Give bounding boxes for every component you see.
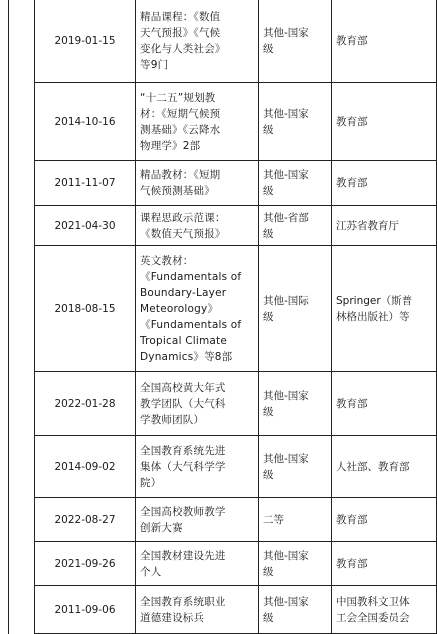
date-cell: 2014-09-02 — [35, 436, 136, 498]
description-cell: 课程思政示范课： 《数值天气预报》 — [136, 206, 259, 246]
level-cell: 其他-国家 级 — [259, 542, 332, 586]
description-cell: 全国教材建设先进 个人 — [136, 542, 259, 586]
blank-cell — [9, 83, 35, 161]
date-cell: 2021-09-26 — [35, 542, 136, 586]
description-cell: 全国教育系统先进 集体（大气科学学 院） — [136, 436, 259, 498]
table-row — [9, 206, 437, 246]
blank-cell — [9, 246, 35, 372]
description-cell: “十二五”规划教 材：《短期气候预 测基础》《云降水 物理学》2部 — [136, 83, 259, 161]
organization-cell: 教育部 — [332, 83, 437, 161]
blank-cell — [9, 0, 35, 83]
description-cell: 全国教育系统职业 道德建设标兵 — [136, 586, 259, 634]
date-cell: 2021-04-30 — [35, 206, 136, 246]
blank-cell — [9, 542, 35, 586]
organization-cell: 教育部 — [332, 0, 437, 83]
date-cell: 2014-10-16 — [35, 83, 136, 161]
level-cell: 其他-国家 级 — [259, 0, 332, 83]
table-row — [9, 372, 437, 436]
description-cell: 英文教材： 《Fundamentals of Boundary-Layer Meteorology》 《Fundamentals of Tropical Climate Dynamics》等8部 — [136, 246, 259, 372]
level-cell: 其他-国家 级 — [259, 436, 332, 498]
description-cell: 全国高校教师教学 创新大赛 — [136, 498, 259, 542]
date-cell: 2011-09-06 — [35, 586, 136, 634]
blank-cell — [9, 436, 35, 498]
organization-cell: 教育部 — [332, 542, 437, 586]
blank-cell — [9, 372, 35, 436]
organization-cell: 教育部 — [332, 372, 437, 436]
table-row — [9, 161, 437, 206]
level-cell: 其他-国家 级 — [259, 372, 332, 436]
organization-cell: 人社部、教育部 — [332, 436, 437, 498]
blank-cell — [9, 586, 35, 634]
level-cell: 其他-省部 级 — [259, 206, 332, 246]
date-cell: 2018-08-15 — [35, 246, 136, 372]
level-cell: 其他-国际 级 — [259, 246, 332, 372]
table-row — [9, 436, 437, 498]
blank-cell — [9, 498, 35, 542]
date-cell: 2019-01-15 — [35, 0, 136, 83]
awards-table — [8, 0, 437, 634]
description-cell: 精品教材：《短期 气候预测基础》 — [136, 161, 259, 206]
description-cell: 全国高校黄大年式 教学团队（大气科 学教师团队） — [136, 372, 259, 436]
level-cell: 其他-国家 级 — [259, 586, 332, 634]
table-row — [9, 542, 437, 586]
organization-cell: 教育部 — [332, 161, 437, 206]
table-row — [9, 246, 437, 372]
blank-cell — [9, 161, 35, 206]
table-row — [9, 0, 437, 83]
date-cell: 2011-11-07 — [35, 161, 136, 206]
date-cell: 2022-08-27 — [35, 498, 136, 542]
level-cell: 二等 — [259, 498, 332, 542]
blank-cell — [9, 206, 35, 246]
table-row — [9, 83, 437, 161]
organization-cell: 江苏省教育厅 — [332, 206, 437, 246]
description-cell: 精品课程：《数值 天气预报》《气候 变化与人类社会》 等9门 — [136, 0, 259, 83]
organization-cell: 教育部 — [332, 498, 437, 542]
organization-cell: Springer（斯普 林格出版社）等 — [332, 246, 437, 372]
level-cell: 其他-国家 级 — [259, 83, 332, 161]
date-cell: 2022-01-28 — [35, 372, 136, 436]
table-row — [9, 586, 437, 634]
organization-cell: 中国教科文卫体 工会全国委员会 — [332, 586, 437, 634]
table-row — [9, 498, 437, 542]
level-cell: 其他-国家 级 — [259, 161, 332, 206]
